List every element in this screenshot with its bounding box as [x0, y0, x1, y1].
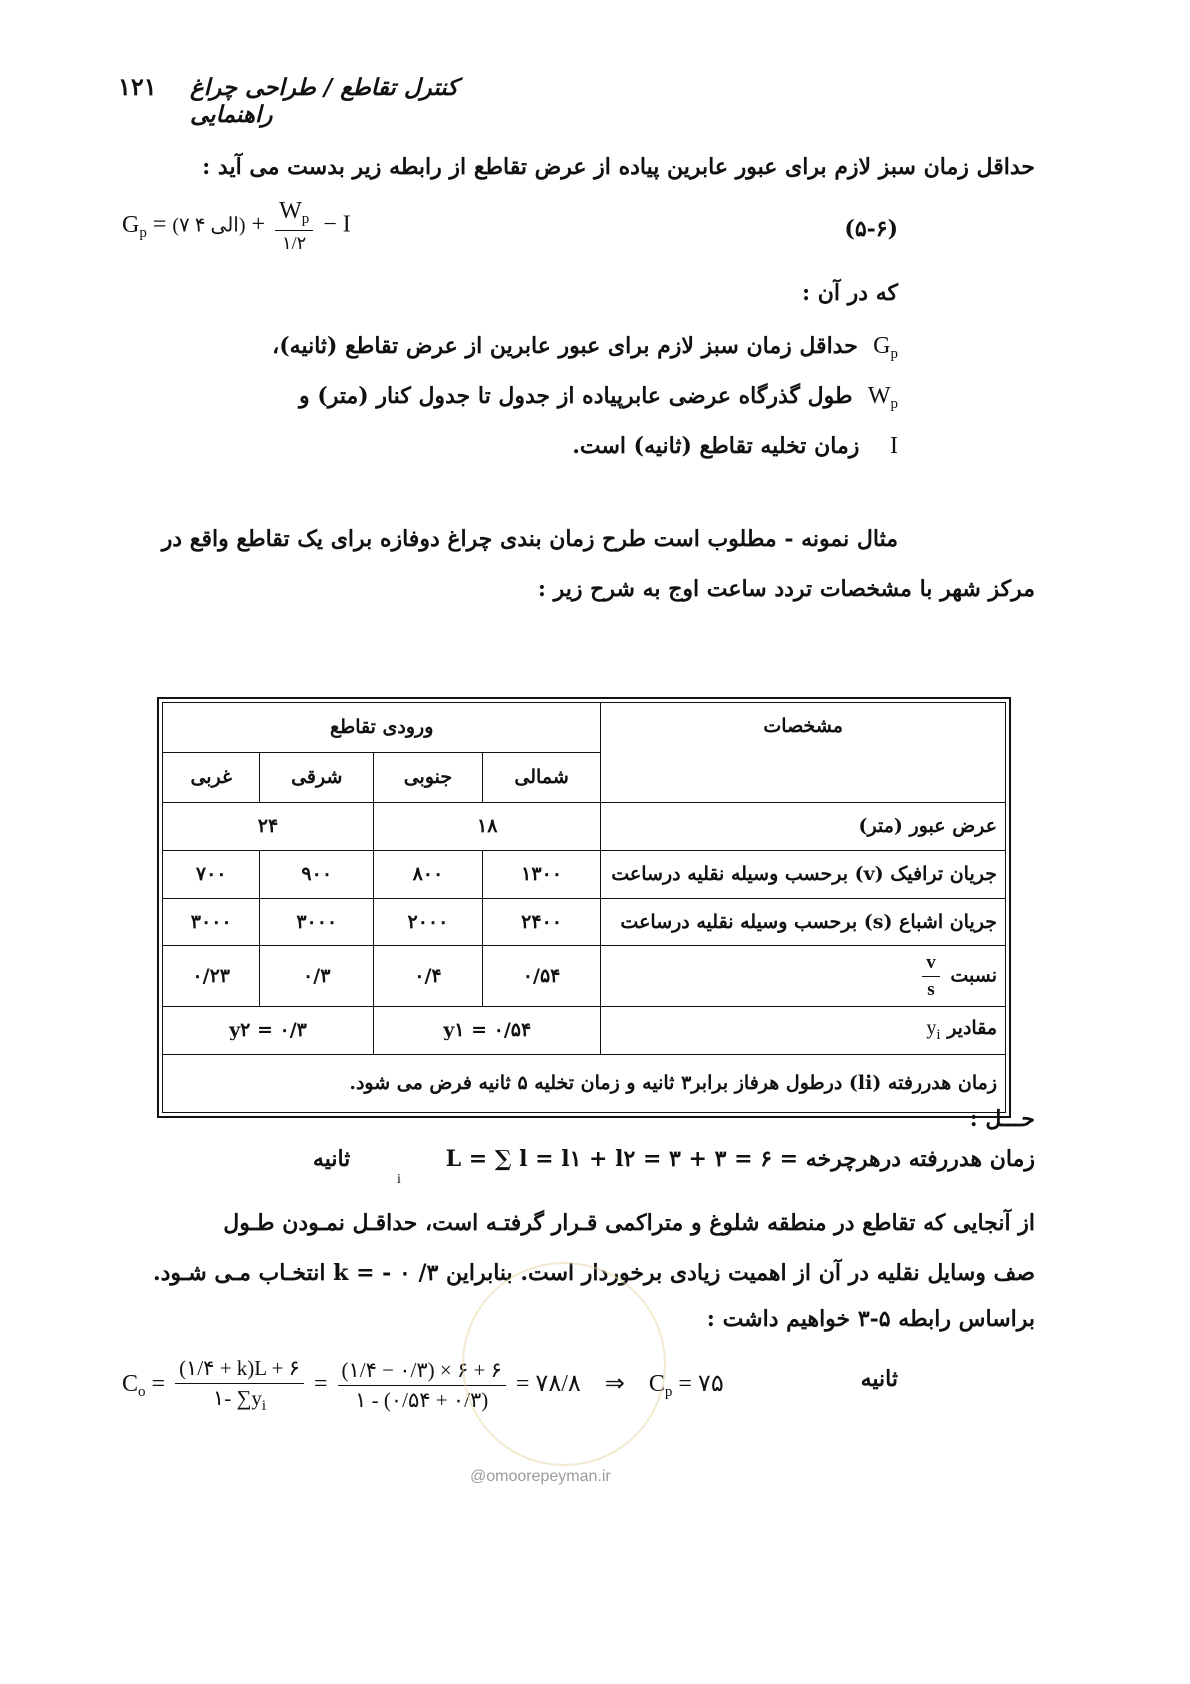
- cell-saturation: ۳۰۰۰: [260, 898, 374, 946]
- co-result: = ۷۸/۸: [515, 1371, 581, 1398]
- row-label-y: مقادیر $y_i$: [601, 1006, 1006, 1054]
- plus-sign: +: [251, 211, 266, 238]
- direction-north: شمالی: [482, 752, 601, 802]
- unit-seconds: ثانیه: [312, 1146, 351, 1172]
- cell-ratio: ۰/۴: [374, 946, 483, 1006]
- definition-gp: [198, 333, 898, 363]
- traffic-spec-table: [157, 697, 1011, 1118]
- cell-flow: ۷۰۰: [163, 850, 260, 898]
- page-number: ۱۲۱: [118, 72, 157, 101]
- table-note: زمان هدررفته (li) درطول هرفاز برابر۳ ثانیه و زمان تخلیه ۵ ثانیه فرض می شود.: [163, 1054, 1006, 1112]
- gp-symbol: $G_p$: [122, 211, 147, 241]
- direction-south: جنوبی: [374, 752, 483, 802]
- definition-text: طول گذرگاه عرضی عابرپیاده از جدول تا جدول کنار (متر) و: [299, 383, 853, 409]
- definition-symbol: $G_p$: [873, 333, 898, 362]
- solution-para-1: از آنجایی که تقاطع در منطقه شلوغ و متراکمی قـرار گرفتـه است، حداقـل نمـودن طـول: [223, 1210, 1035, 1236]
- definition-symbol: I: [890, 433, 898, 459]
- running-header-title: کنترل تقاطع / طراحی چراغ راهنمایی: [190, 74, 459, 128]
- sum-index: i: [397, 1172, 401, 1187]
- table-header-spec: مشخصات: [601, 703, 1006, 803]
- implies-arrow: ⇒: [604, 1371, 625, 1398]
- minus-i: − I: [323, 211, 351, 238]
- definition-wp: [198, 383, 898, 413]
- table-header-entry: ورودی تقاطع: [163, 703, 601, 753]
- example-line-2: مرکز شهر با مشخصات تردد ساعت اوج به شرح زیر :: [537, 576, 1035, 602]
- direction-west: غربی: [163, 752, 260, 802]
- cp-value: $C_p$ = ۷۵: [648, 1371, 724, 1401]
- definition-i: [198, 433, 898, 460]
- row-label-ratio: نسبت $\frac{v}{s}$: [601, 946, 1006, 1006]
- cell-ratio: ۰/۳: [260, 946, 374, 1006]
- cell-width-ew: ۲۴: [163, 802, 374, 850]
- wp-fraction: $\frac{W_p}{۱/۲}$: [275, 198, 313, 254]
- example-line-1: مثال نمونه - مطلوب است طرح زمان بندی چراغ دوفازه برای یک تقاطع واقع در: [161, 526, 898, 552]
- cell-y2: y۲ = ۰/۳: [163, 1006, 374, 1054]
- cell-y1: y۱ = ۰/۵۴: [374, 1006, 601, 1054]
- watermark-seal: [462, 1262, 666, 1466]
- equals-sign: =: [152, 211, 167, 238]
- solution-label: حـــل :: [969, 1106, 1035, 1132]
- cell-saturation: ۲۴۰۰: [482, 898, 601, 946]
- cell-width-ns: ۱۸: [374, 802, 601, 850]
- definition-symbol: $W_p$: [867, 383, 898, 412]
- co-fraction-1: $\frac{(۱/۴ + k)L + ۶}{۱- \sum y_i}$: [175, 1356, 304, 1415]
- watermark-text: @omoorepeyman.ir: [470, 1468, 611, 1485]
- cp-unit: ثانیه: [860, 1366, 898, 1392]
- formula-gp: [122, 198, 351, 254]
- intro-sentence: حداقل زمان سبز لازم برای عبور عابرین پیاده از عرض تقاطع از رابطه زیر بدست می آید :: [202, 154, 1035, 180]
- cycle-length-formula: $C_o$ = $\frac{(۱/۴ + k)L + ۶}{۱- \sum y_i}$ = $\frac{(۱/۴ - ۰/۳) \times ۶ + ۶}{۱ - (۰/۵۴ + ۰/۳)}$ = ۷۸/۸ ⇒ $C_p$ = ۷۵: [122, 1356, 724, 1414]
- vs-fraction: $\frac{v}{s}$: [922, 952, 940, 1001]
- where-label: که در آن :: [801, 280, 898, 306]
- solution-para-2: صف وسایل نقلیه در آن از اهمیت زیادی برخوردار است. بنابراین ۳/ ۰ - = k انتخـاب مـی شـود.: [152, 1260, 1035, 1286]
- co-fraction-2: $\frac{(۱/۴ - ۰/۳) \times ۶ + ۶}{۱ - (۰/۵۴ + ۰/۳)}$: [338, 1358, 506, 1413]
- cell-saturation: ۲۰۰۰: [374, 898, 483, 946]
- cell-saturation: ۳۰۰۰: [163, 898, 260, 946]
- definition-text: زمان تخلیه تقاطع (ثانیه) است.: [572, 433, 860, 459]
- cell-ratio: ۰/۵۴: [482, 946, 601, 1006]
- solution-para-3: براساس رابطه ۵-۳ خواهیم داشت :: [706, 1306, 1035, 1332]
- cell-flow: ۸۰۰: [374, 850, 483, 898]
- lost-time-equation: زمان هدررفته درهرچرخه = L = ∑ l = l۱ + l۲ = ۳ + ۳ = ۶ ثانیه: [312, 1146, 1035, 1172]
- row-label-width: عرض عبور (متر): [601, 802, 1006, 850]
- row-label-saturation: جریان اشباع (s) برحسب وسیله نقلیه درساعت: [601, 898, 1006, 946]
- cell-ratio: ۰/۲۳: [163, 946, 260, 1006]
- formula-label: (۵-۶): [844, 216, 898, 242]
- cell-flow: ۱۳۰۰: [482, 850, 601, 898]
- row-label-flow: جریان ترافیک (v) برحسب وسیله نقلیه درساعت: [601, 850, 1006, 898]
- range-term: (۷ الی ۴): [172, 214, 246, 237]
- cell-flow: ۹۰۰: [260, 850, 374, 898]
- direction-east: شرقی: [260, 752, 374, 802]
- definition-text: حداقل زمان سبز لازم برای عبور عابرین از عرض تقاطع (ثانیه)،: [272, 333, 858, 359]
